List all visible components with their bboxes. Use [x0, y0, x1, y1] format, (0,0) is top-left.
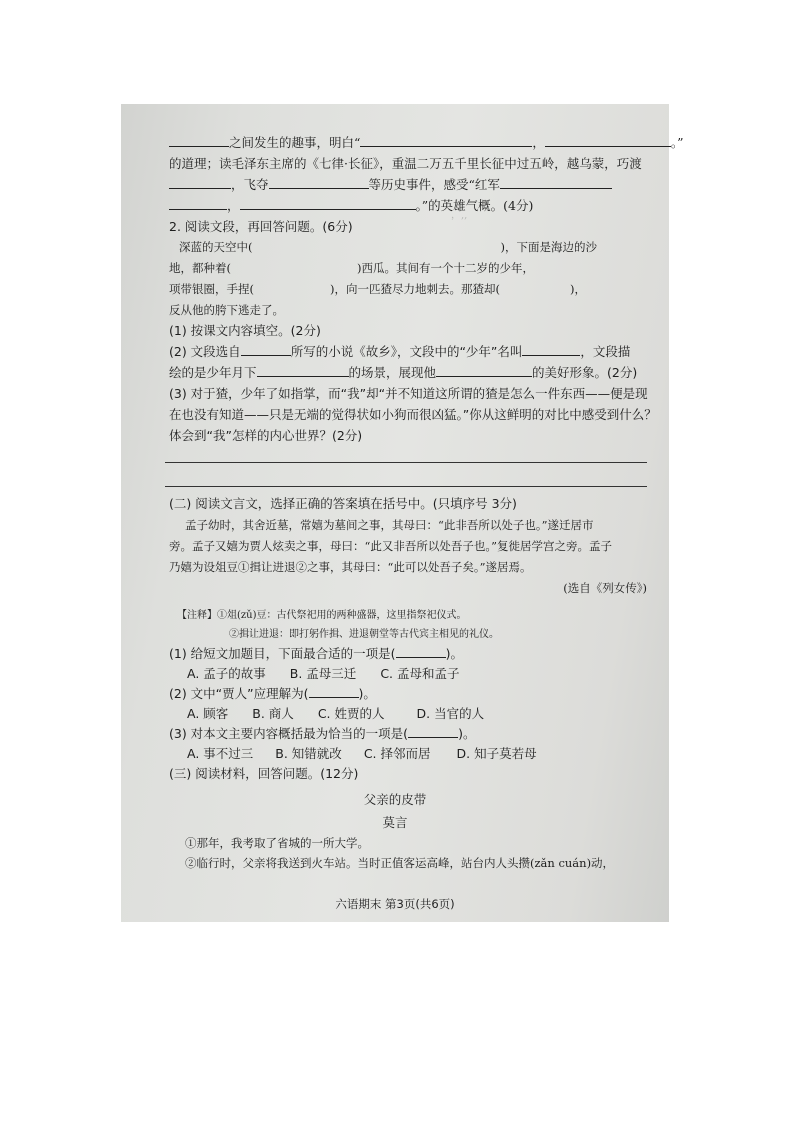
scanned-page [121, 104, 684, 922]
blank[interactable] [241, 344, 291, 356]
annotation-1: 【注释】①俎(zǔ)豆：古代祭祀用的两种盛器，这里指祭祀仪式。 [177, 610, 467, 621]
blank[interactable] [257, 365, 349, 377]
option-c[interactable]: C. 择邻而居 [363, 746, 431, 761]
answer-line[interactable] [165, 462, 647, 463]
text: )，向一匹猹尽力地刺去。那猹却( [330, 282, 500, 296]
text: (1) 给短文加题目，下面最合适的一项是( [169, 646, 396, 661]
page-footer: 六语期末 第3页(共6页) [335, 897, 455, 911]
blank[interactable] [169, 135, 229, 147]
text: 地，都种着( [169, 261, 231, 275]
text: 的道理；读毛泽东主席的《七律·长征》，重温二万五千里长征中过五岭，越乌蒙，巧渡 [169, 156, 642, 171]
text: ， [227, 198, 240, 213]
option-d[interactable]: D. 知子莫若母 [456, 746, 537, 761]
source-citation: (选自《列女传》) [563, 581, 647, 595]
classical-text-2: 旁。孟子又嬉为贾人炫卖之事，母曰：“此又非吾所以处吾子也。”复徙居学宫之旁。孟子 [169, 539, 613, 553]
section-3-header: (三) 阅读材料，回答问题。(12分) [169, 766, 359, 781]
text: )西瓜。其间有一个十二岁的少年， [357, 261, 534, 275]
answer-blank[interactable] [309, 686, 359, 698]
text: )， [569, 282, 586, 296]
option-b[interactable]: B. 孟母三迁 [289, 666, 357, 681]
mc-question-2 [169, 685, 376, 703]
sub-question-2-cont [169, 364, 637, 382]
article-paragraph-2: ②临行时，父亲将我送到火车站。当时正值客运高峰，站台内人头攒(zǎn cuán)动， [185, 856, 615, 870]
text: )。 [358, 686, 376, 701]
option-c[interactable]: C. 孟母和孟子 [380, 666, 460, 681]
answer-blank[interactable] [396, 646, 446, 658]
text: (2) 文段选自 [169, 344, 241, 359]
text: 项带银圈，手捏( [169, 282, 254, 296]
text: 绘的是少年月下 [169, 365, 257, 380]
mc-options-3 [187, 745, 537, 763]
text: ， [532, 135, 545, 150]
mc-options-1 [187, 665, 460, 683]
blank[interactable] [436, 365, 532, 377]
option-a[interactable]: A. 孟子的故事 [187, 666, 266, 681]
option-c[interactable]: C. 姓贾的人 [317, 706, 385, 721]
blank[interactable] [169, 198, 227, 210]
text: 之间发生的趣事，明白“ [229, 135, 361, 150]
answer-line[interactable] [165, 486, 647, 487]
text: 。” [670, 135, 684, 150]
text: (3) 对本文主要内容概括最为恰当的一项是( [169, 726, 409, 741]
classical-text-1: 孟子幼时，其舍近墓，常嬉为墓间之事，其母曰：“此非吾所以处子也。”遂迁居市 [185, 518, 594, 532]
fill-line-4 [169, 197, 533, 215]
text: )。 [445, 646, 463, 661]
option-a[interactable]: A. 事不过三 [187, 746, 254, 761]
passage-line-3 [169, 280, 586, 298]
text: (2) 文中“贾人”应理解为( [169, 686, 309, 701]
article-paragraph-1: ①那年，我考取了省城的一所大学。 [185, 836, 369, 850]
blank[interactable] [545, 135, 671, 147]
text: 等历史事件，感受“红军 [368, 177, 500, 192]
mc-question-3 [169, 725, 475, 743]
text: 的美好形象。(2分) [532, 365, 638, 380]
text: ，飞夺 [231, 177, 269, 192]
mc-question-1 [169, 645, 463, 663]
blank[interactable] [522, 344, 580, 356]
sub-question-3-line-1: (3) 对于猹，少年了如指掌，而“我”却“并不知道这所谓的猹是怎么一件东西——便是现 [169, 386, 648, 401]
option-b[interactable]: B. 商人 [252, 706, 294, 721]
fill-line-1 [169, 134, 684, 152]
section-2-header: (二) 阅读文言文，选择正确的答案填在括号中。(只填序号 3分) [169, 496, 517, 511]
sub-question-2 [169, 343, 630, 361]
text: )，下面是海边的沙 [500, 240, 597, 254]
blank[interactable] [169, 177, 231, 189]
option-d[interactable]: D. 当官的人 [416, 706, 485, 721]
sub-question-3-line-2: 在也没有知道——只是无端的觉得状如小狗而很凶猛。”你从这鲜明的对比中感受到什么？ [169, 407, 657, 422]
blank[interactable] [360, 135, 532, 147]
sub-question-1: (1) 按课文内容填空。(2分) [169, 323, 321, 338]
option-b[interactable]: B. 知错就改 [275, 746, 342, 761]
sub-question-3-line-3: 体会到“我”怎样的内心世界？(2分) [169, 428, 363, 443]
text: ，文段描 [580, 344, 631, 359]
article-author: 莫言 [382, 815, 408, 830]
fill-line-2 [169, 155, 642, 173]
text: 所写的小说《故乡》，文段中的“少年”名叫 [290, 344, 523, 359]
article-title: 父亲的皮带 [363, 792, 427, 807]
fill-line-3 [169, 176, 612, 194]
text: 。”的英雄气概。(4分) [415, 198, 534, 213]
blank[interactable] [269, 177, 369, 189]
text: 的场景，展现他 [348, 365, 437, 380]
blank[interactable] [500, 177, 612, 189]
question-2: 2. 阅读文段，再回答问题。(6分) [169, 219, 353, 234]
bleed-through: ，,, [451, 210, 468, 221]
classical-text-3: 乃嬉为设俎豆①揖让进退②之事，其母曰：“此可以处吾子矣。”遂居焉。 [169, 560, 532, 574]
option-a[interactable]: A. 顾客 [187, 706, 229, 721]
text: 深蓝的天空中( [179, 240, 253, 254]
annotation-2: ②揖让进退：即打躬作揖、进退朝堂等古代宾主相见的礼仪。 [229, 629, 499, 640]
text: )。 [458, 726, 476, 741]
passage-line-1 [169, 238, 597, 256]
passage-line-2 [169, 259, 534, 277]
answer-blank[interactable] [408, 726, 458, 738]
blank[interactable] [240, 198, 416, 210]
passage-line-4: 反从他的胯下逃走了。 [169, 303, 284, 317]
mc-options-2 [187, 705, 484, 723]
